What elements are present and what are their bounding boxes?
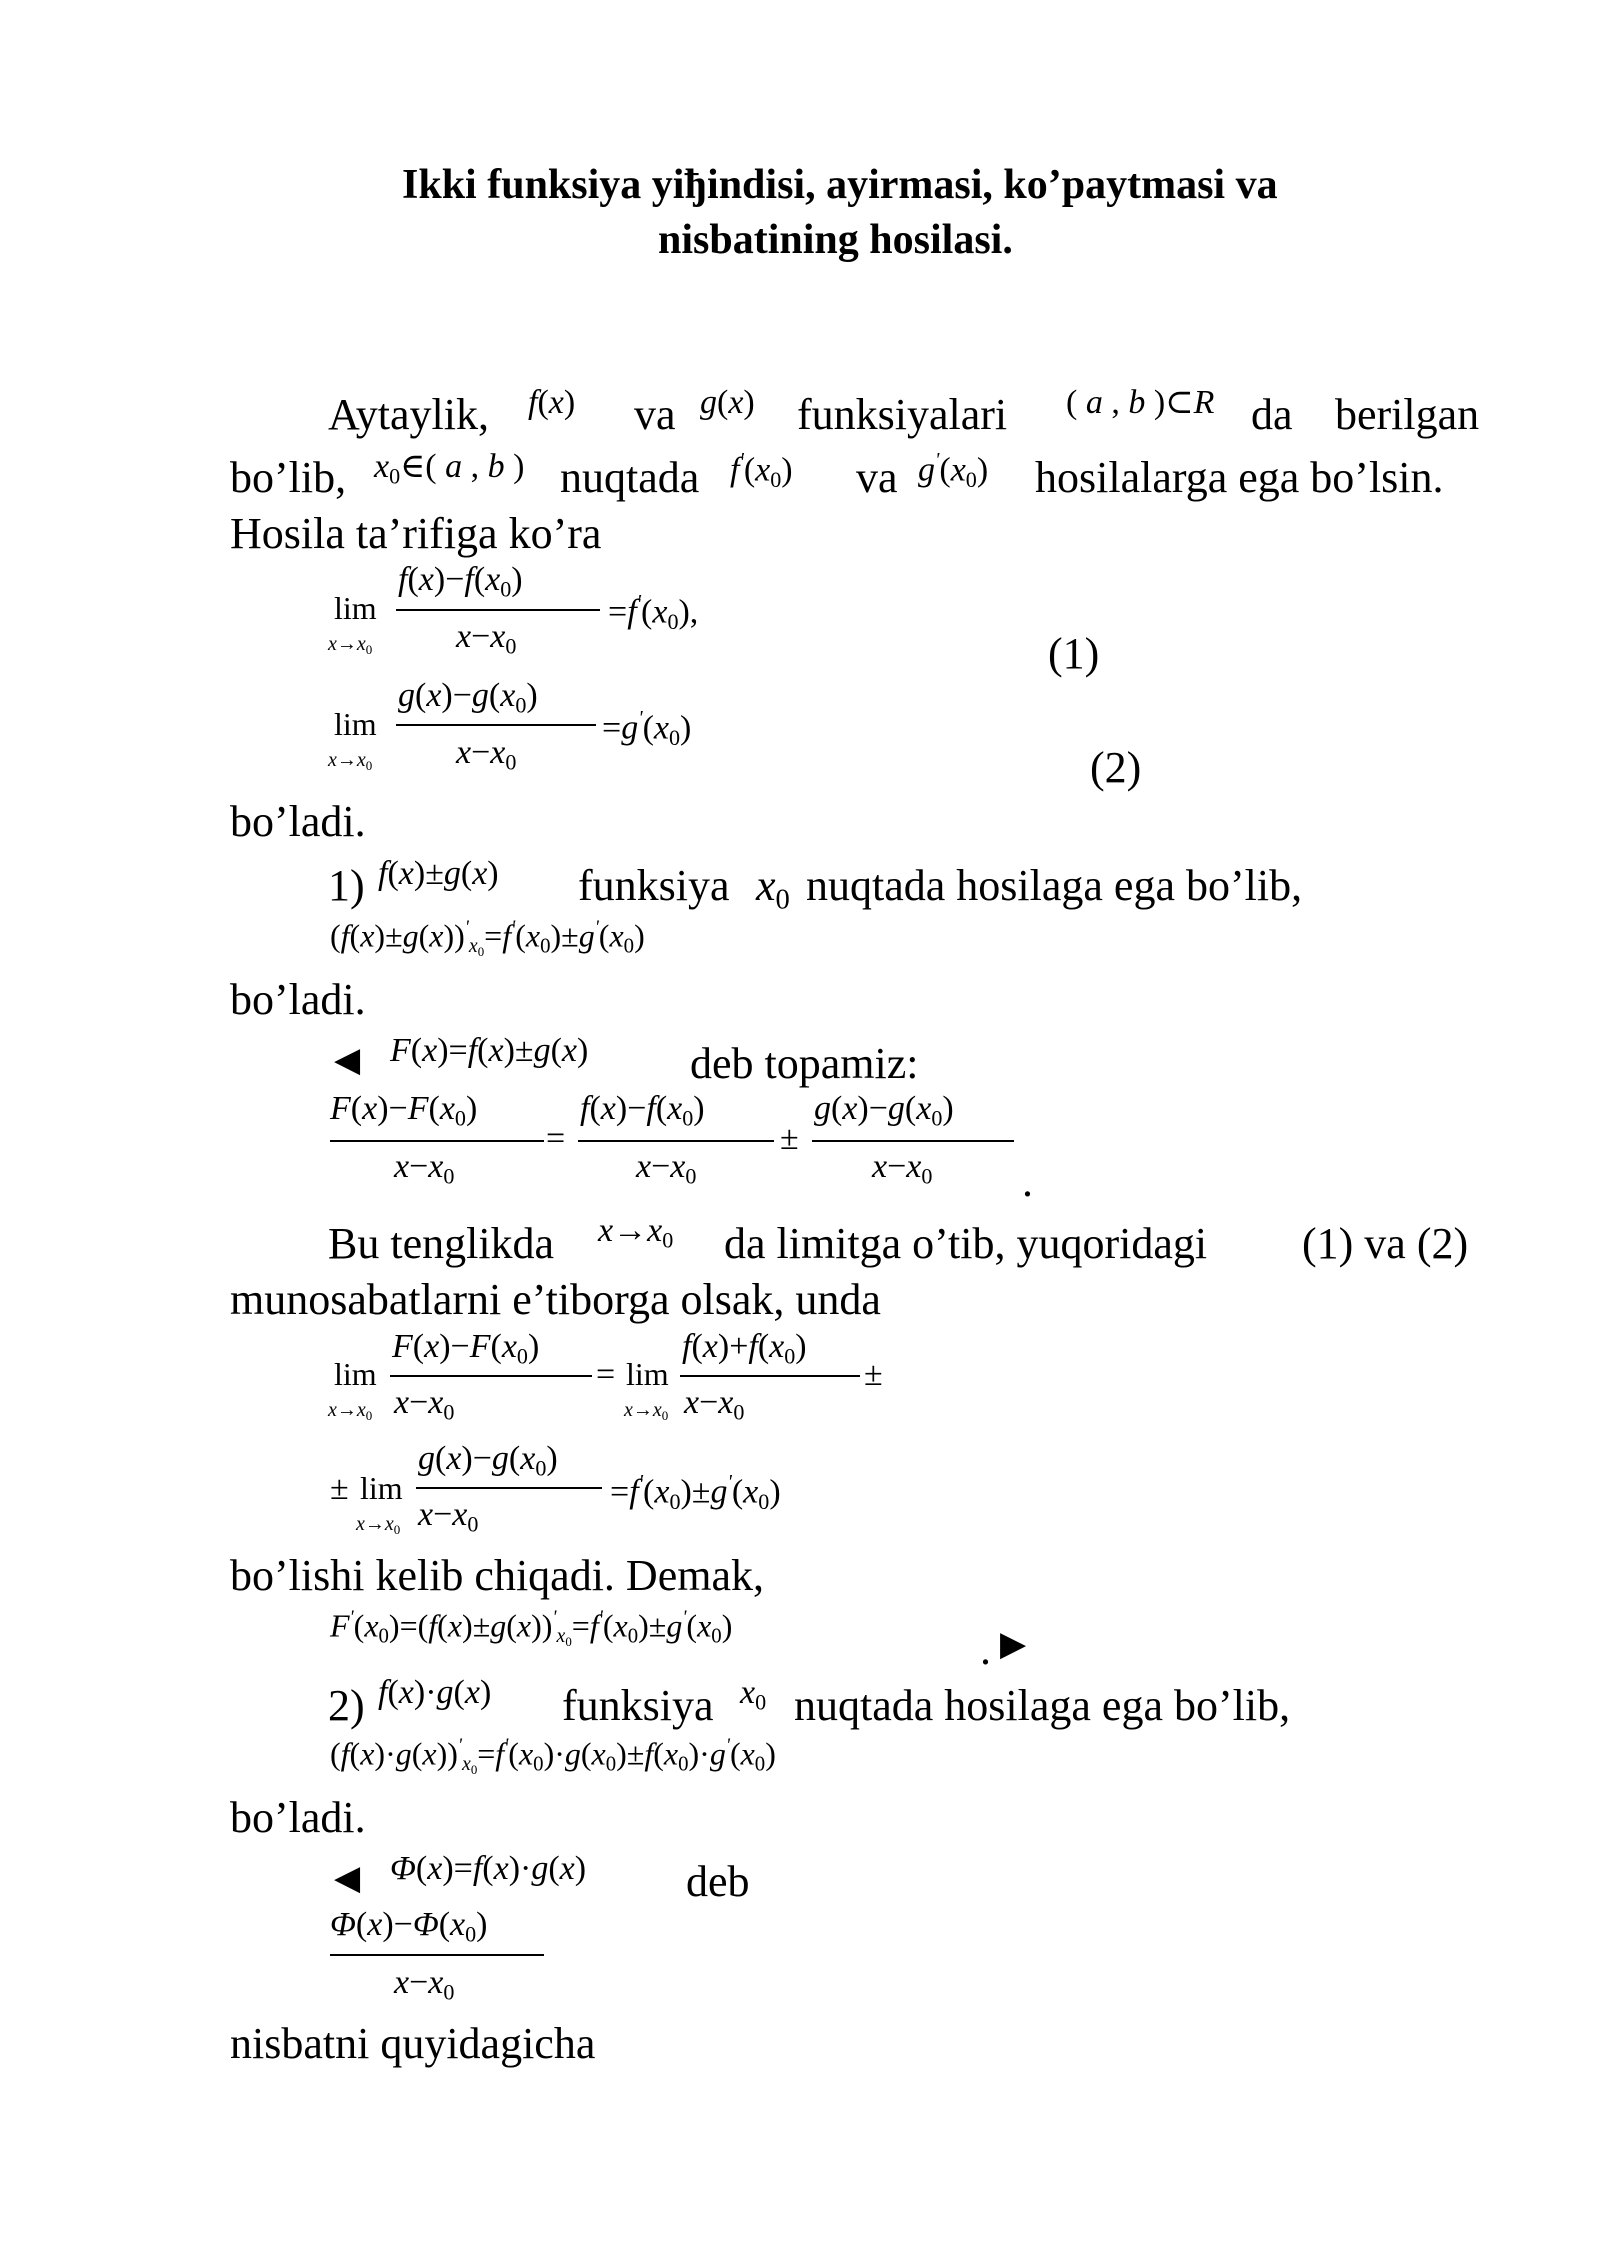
demak-formula: $F'(x_0)=(f(x)\pm g(x))'x_0=f'(x_0)\pm g'(x_0)$ [330,1607,733,1650]
lim-line1-F-denominator: $x-x_0$ [394,1384,455,1425]
lim-line1-f-denominator: $x-x_0$ [684,1384,745,1425]
eq2-lim: lim [334,706,377,742]
proof1-F-denominator: $x-x_0$ [394,1148,455,1189]
lim-line2-g-numerator: $g(x)-g(x_0)$ [418,1440,558,1481]
proof1-F-numerator: $F(x)-F(x_0)$ [330,1090,478,1131]
proof1-pm: ± [780,1120,799,1157]
lim-line1-f-numerator: $f(x)+f(x_0)$ [682,1328,807,1369]
demak-dot: . [980,1625,991,1674]
proof1-dot: . [1022,1157,1033,1206]
math-f-of-x: f(x) [528,384,576,421]
eq2-fraction-bar [396,724,596,726]
math-interval-subset-r: ( a , b )⊂R [1066,384,1215,421]
p1-berilgan: berilgan [1335,390,1480,439]
boladi-3: bo’ladi. [230,1793,366,1842]
lim-line2-g-bar [416,1487,602,1489]
boladi-2: bo’ladi. [230,975,366,1024]
lim-line2-pm: ± [330,1470,349,1507]
item2-x0: $x_0$ [740,1674,767,1715]
eq2-label: (2) [1090,743,1142,792]
eq2-rhs: $=g'(x_0)$ [602,707,692,750]
eq1-rhs: $=f'(x_0)$, [608,591,699,634]
lim-line2-sub: $x\to x_0$ [356,1513,401,1537]
p1-hosila-tarifiga: Hosila ta’rifiga ko’ra [230,509,602,558]
proof1-F-bar [330,1140,544,1142]
p1-va-1: va [634,390,676,439]
math-f-dot-g: f(x)·g(x) [378,1674,492,1711]
boladi-1: bo’ladi. [230,797,366,846]
lim-line1-sub-b: $x\to x_0$ [624,1399,669,1423]
item1-nuqtada: nuqtada hosilaga ega bo’lib, [806,861,1303,910]
proof1-g-denominator: $x-x_0$ [872,1148,933,1189]
math-g-of-x: g(x) [700,384,755,421]
item2-derivative-formula: $(f(x)\cdot g(x))'x_0=f'(x_0)\cdot g(x_0)\pm f(x_0)\cdot g'(x_0)$ [330,1735,776,1778]
lim-line1-F-bar [390,1375,592,1377]
math-x0-in-interval: $x_0\in$( a , b ) [374,448,525,489]
item1-prefix: 1) [328,861,365,910]
item1-x0: $x_0$ [756,861,790,916]
lim-line1-f-bar [680,1375,860,1377]
item2-nuqtada: nuqtada hosilaga ega bo’lib, [794,1681,1291,1730]
lim-line1-equals: = [596,1356,616,1393]
lim-line2-rhs: $=f'(x_0)\pm g'(x_0)$ [610,1471,781,1514]
lim-line1-pm: ± [864,1356,883,1393]
deb: deb [686,1857,750,1906]
math-F-def: F(x)=f(x)±g(x) [390,1032,589,1069]
bolishi-kelib-chiqadi: bo’lishi kelib chiqadi. Demak, [230,1551,764,1600]
nisbatni-quyidagicha: nisbatni quyidagicha [230,2019,596,2068]
math-gprime-x0: $g'(x_0)$ [918,449,989,492]
p1-funksiyalari: funksiyalari [797,390,1008,439]
math-x-to-x0: $x\to x_0$ [598,1212,674,1253]
lim-line2-g-denominator: $x-x_0$ [418,1496,479,1537]
one-and-two: (1) va (2) [1302,1219,1469,1268]
proof-start-triangle-1: ◀ [334,1042,361,1079]
eq1-lim-sub: $x\to x_0$ [328,633,373,657]
p1-aytaylik: Aytaylik, [328,390,489,439]
deb-topamiz: deb topamiz: [690,1039,919,1088]
eq1-fraction-bar [396,609,600,611]
da-limitga: da limitga o’tib, yuqoridagi [724,1219,1208,1268]
math-f-pm-g: f(x)±g(x) [378,855,499,892]
phi-fraction-bar [330,1954,544,1956]
munosabatlarni: munosabatlarni e’tiborga olsak, unda [230,1275,881,1324]
math-fprime-x0: $f'(x_0)$ [730,449,793,492]
phi-numerator: $\Phi(x)-\Phi(x_0)$ [330,1906,488,1947]
eq2-lim-sub: $x\to x_0$ [328,749,373,773]
lim-line1-lim-a: lim [334,1356,377,1392]
item1-funksiya: funksiya [578,861,730,910]
eq1-denominator: $x-x_0$ [456,618,517,659]
item2-funksiya: funksiya [562,1681,714,1730]
eq1-label: (1) [1048,629,1100,678]
title-line-1: Ikki funksiya yiђindisi, ayirmasi, ko’paytmasi va [402,162,1278,208]
lim-line1-F-numerator: $F(x)-F(x_0)$ [392,1328,540,1369]
proof-end-triangle-1: ▶ [1000,1626,1027,1663]
lim-line2-lim: lim [360,1470,403,1506]
eq2-denominator: $x-x_0$ [456,734,517,775]
item2-prefix: 2) [328,1681,365,1730]
title-line-2: nisbatining hosilasi. [658,217,1013,263]
eq1-lim: lim [334,590,377,626]
proof1-f-denominator: $x-x_0$ [636,1148,697,1189]
proof1-f-bar [578,1140,774,1142]
proof-start-triangle-2: ◀ [334,1860,361,1897]
math-phi-def: Φ(x)=f(x)·g(x) [390,1850,587,1887]
item1-derivative-formula: $(f(x)\pm g(x))'x_0=f'(x_0)\pm g'(x_0)$ [330,917,645,960]
p1-nuqtada: nuqtada [560,453,700,502]
bu-tenglikda: Bu tenglikda [328,1219,555,1268]
proof1-f-numerator: $f(x)-f(x_0)$ [580,1090,705,1131]
proof1-equals: = [546,1120,566,1157]
p1-bolib: bo’lib, [230,453,347,502]
p1-va-2: va [856,453,898,502]
proof1-g-bar [812,1140,1014,1142]
lim-line1-sub-a: $x\to x_0$ [328,1399,373,1423]
proof1-g-numerator: $g(x)-g(x_0)$ [814,1090,954,1131]
p1-hosilalarga: hosilalarga ega bo’lsin. [1035,453,1444,502]
lim-line1-lim-b: lim [626,1356,669,1392]
phi-denominator: $x-x_0$ [394,1964,455,2005]
eq1-numerator: $f(x)-f(x_0)$ [398,561,523,602]
eq2-numerator: $g(x)-g(x_0)$ [398,677,538,718]
p1-da: da [1251,390,1293,439]
